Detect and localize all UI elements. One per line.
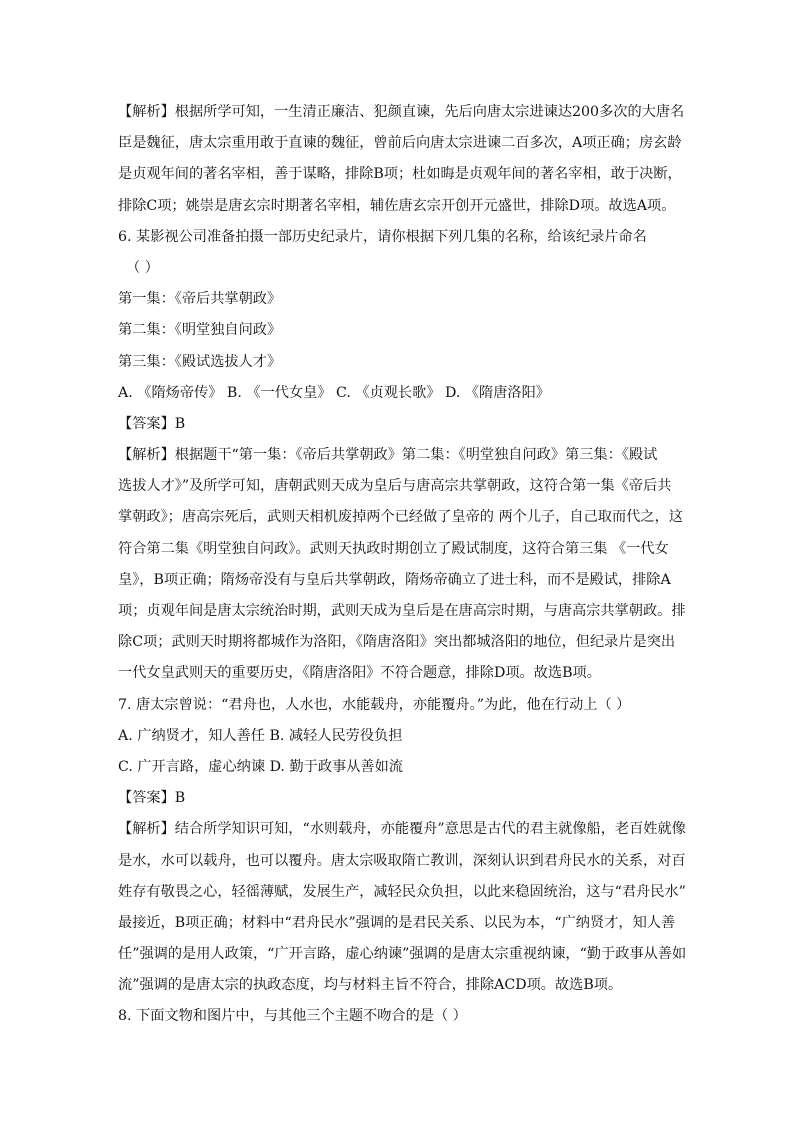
question-6-episode-3: 第三集：《殿试选拔人才》 [118, 353, 282, 370]
analysis-7-line-1: 【解析】结合所学知识可知，“水则载舟，亦能覆舟”意思是古代的君主就像船，老百姓就像 [118, 821, 686, 838]
question-8-stem: 8. 下面文物和图片中，与其他三个主题不吻合的是（ ） [118, 1008, 467, 1025]
analysis-6-line-3: 掌朝政》；唐高宗死后，武则天相机废掉两个已经做了皇帝的 两个儿子，自己取而代之，这 [118, 509, 683, 526]
analysis-6-line-2: 选拔人才》”及所学可知，唐朝武则天成为皇后与唐高宗共掌朝政，这符合第一集《帝后共 [118, 478, 672, 495]
question-7-options-ab: A. 广纳贤才，知人善任 B. 减轻人民劳役负担 [118, 727, 403, 744]
analysis-6-line-5: 皇》，B项正确；隋炀帝没有与皇后共掌朝政，隋炀帝确立了进士科，而不是殿试，排除A [118, 571, 671, 588]
analysis-7-line-6: 流”强调的是唐太宗的执政态度，均与材料主旨不符合，排除ACD项。故选B项。 [118, 977, 623, 994]
question-6-episode-2: 第二集：《明堂独自问政》 [118, 322, 282, 339]
analysis-5-line-3: 是贞观年间的著名宰相，善于谋略，排除B项；杜如晦是贞观年间的著名宰相，敢于决断， [118, 166, 682, 183]
question-6-options: A. 《隋炀帝传》 B. 《一代女皇》 C. 《贞观长歌》 D. 《隋唐洛阳》 [118, 384, 550, 401]
analysis-6-line-8: 一代女皇武则天的重要历史，《隋唐洛阳》不符合题意，排除D项。故选B项。 [118, 665, 601, 682]
analysis-7-line-2: 是水，水可以载舟，也可以覆舟。唐太宗吸取隋亡教训，深刻认识到君舟民水的关系，对百 [118, 852, 686, 869]
analysis-6-line-6: 项；贞观年间是唐太宗统治时期，武则天成为皇后是在唐高宗时期，与唐高宗共掌朝政。排 [118, 603, 686, 619]
question-6-stem: 6. 某影视公司准备拍摄一部历史纪录片，请你根据下列几集的名称，给该纪录片命名 [118, 228, 647, 245]
answer-7: 【答案】B [118, 790, 186, 807]
analysis-6-line-7: 除C项；武则天时期将都城作为洛阳，《隋唐洛阳》突出都城洛阳的地位，但纪录片是突出 [118, 634, 676, 651]
analysis-7-line-3: 姓存有敬畏之心，轻徭薄赋，发展生产，减轻民众负担，以此来稳固统治，这与“君舟民水” [118, 883, 686, 900]
question-6-blank: （ ） [126, 259, 159, 276]
analysis-7-line-4: 最接近，B项正确；材料中“君舟民水”强调的是君民关系、以民为本，“广纳贤才，知人善 [118, 914, 676, 931]
question-7-options-cd: C. 广开言路，虚心纳谏 D. 勤于政事从善如流 [118, 758, 403, 775]
answer-6: 【答案】B [118, 415, 186, 432]
analysis-6-line-4: 符合第二集《明堂独自问政》。武则天执政时期创立了殿试制度，这符合第三集 《一代女 [118, 540, 669, 557]
analysis-7-line-5: 任”强调的是用人政策，“广开言路，虚心纳谏”强调的是唐太宗重视纳谏，“勤于政事从善如 [118, 946, 687, 963]
question-7-stem: 7. 唐太宗曾说：“君舟也，人水也，水能载舟，亦能覆舟。”为此，他在行动上（ ） [118, 696, 631, 713]
analysis-5-line-1: 【解析】根据所学可知，一生清正廉洁、犯颜直谏，先后向唐太宗进谏达200多次的大唐名 [118, 104, 685, 120]
question-6-episode-1: 第一集：《帝后共掌朝政》 [118, 291, 282, 308]
analysis-5-line-2: 臣是魏征，唐太宗重用敢于直谏的魏征，曾前后向唐太宗进谏二百多次，A项正确；房玄龄 [118, 135, 682, 152]
document-body [118, 97, 688, 1033]
analysis-6-line-1: 【解析】根据题干“第一集：《帝后共掌朝政》第二集：《明堂独自问政》第三集：《殿试 [118, 447, 658, 464]
analysis-5-line-4: 排除C项；姚崇是唐玄宗时期著名宰相，辅佐唐玄宗开创开元盛世，排除D项。故选A项。 [118, 197, 676, 214]
